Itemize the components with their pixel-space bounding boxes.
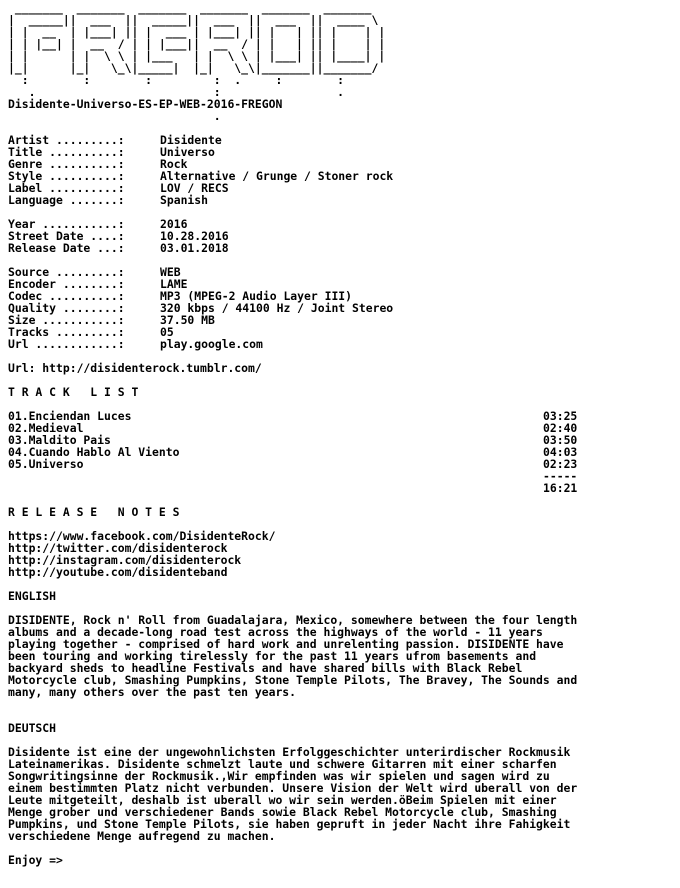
deutsch-line: Pumpkins, und Stone Temple Pilots, sie haben gepruft in jeder Nacht ihre Fahigkeit <box>8 817 571 831</box>
info-key: Street Date ....: <box>8 229 125 243</box>
info-group-dates <box>8 218 680 254</box>
deutsch-line: Menge grober und verschiedener Bands sowie Black Rebel Motorcycle club, Smashing <box>8 805 557 819</box>
release-name: Disidente-Universo-ES-EP-WEB-2016-FREGON <box>8 97 283 111</box>
info-key: Size ...........: <box>8 313 125 327</box>
total-separator-row <box>8 470 680 482</box>
info-row <box>8 338 680 350</box>
enjoy-text: Enjoy => <box>8 853 63 867</box>
release-notes-heading: R E L E A S E N O T E S <box>8 505 180 519</box>
track-title: 02.Medieval <box>8 421 84 435</box>
track-time: 02:40 <box>543 421 578 435</box>
ascii-logo-line: | | | | \ \ | |___ | | \ \ | |___| || |____| | <box>8 49 386 63</box>
info-value: LOV / RECS <box>160 181 229 195</box>
total-separator: ----- <box>543 469 578 483</box>
track-title: 03.Maldito Pais <box>8 433 111 447</box>
info-key: Label ..........: <box>8 181 125 195</box>
info-group-artist <box>8 134 680 206</box>
social-links <box>8 530 680 578</box>
track-row <box>8 458 680 470</box>
english-heading: ENGLISH <box>8 589 57 603</box>
track-title: 01.Enciendan Luces <box>8 409 132 423</box>
ascii-logo-line: | | __ | |___| || | ___ | |___| || | | || | | | <box>8 25 386 39</box>
info-key: Url ............: <box>8 337 125 351</box>
track-row <box>8 410 680 422</box>
english-line: albums and a decade-long road test across the highways of the world - 11 years <box>8 625 543 639</box>
info-value: 37.50 MB <box>160 313 215 327</box>
track-list <box>8 410 680 470</box>
ascii-logo-line: |_| |_| \_\|_____| |_| \_\|_______||_______/ <box>8 61 379 75</box>
ascii-logo-line: : : : : . : : <box>8 73 345 87</box>
info-key: Quality ........: <box>8 301 125 315</box>
deutsch-line: einem bestimmten Platz nicht verbunden. Unsere Vision der Welt wird uberall von der <box>8 781 578 795</box>
deutsch-line: verschiedene Menge aufregend zu machen. <box>8 829 276 843</box>
info-value: 10.28.2016 <box>160 229 229 243</box>
english-line: Motorcycle club, Smashing Pumpkins, Stone Temple Pilots, The Bravey, The Sounds and <box>8 673 578 687</box>
track-row <box>8 446 680 458</box>
english-line: backyard sheds to headline Festivals and have shared bills with Black Rebel <box>8 661 523 675</box>
info-value: 05 <box>160 325 174 339</box>
social-link: http://youtube.com/disidenteband <box>8 565 228 579</box>
deutsch-line: Songwritingsinne der Rockmusik.,Wir empfinden was wir spielen und sagen wird zu <box>8 769 550 783</box>
social-link: http://twitter.com/disidenterock <box>8 541 228 555</box>
deutsch-line: Leute mitgeteilt, deshalb ist uberall wo wir sein werden.öBeim Spielen mit einer <box>8 793 557 807</box>
total-row <box>8 482 680 494</box>
info-value: Disidente <box>160 133 222 147</box>
info-value: Spanish <box>160 193 209 207</box>
ascii-logo-line: | | |__| | __ / | | |___|| __ / | | | || | | | <box>8 37 386 51</box>
english-line: been touring and working tirelessly for the past 11 years ufrom basements and <box>8 649 537 663</box>
tracklist-heading: T R A C K L I S T <box>8 385 139 399</box>
homepage-url: Url: http://disidenterock.tumblr.com/ <box>8 361 262 375</box>
deutsch-line: Disidente ist eine der ungewohnlichsten Erfolggeschichter unterirdischer Rockmusik <box>8 745 571 759</box>
info-value: LAME <box>160 277 188 291</box>
track-time: 04:03 <box>543 445 578 459</box>
track-time: 02:23 <box>543 457 578 471</box>
deutsch-text <box>8 746 680 842</box>
ascii-logo-line: | _____|| ___ || _____|| ___ || ___ || ____ \ <box>8 13 379 27</box>
info-value: Universo <box>160 145 215 159</box>
info-value: WEB <box>160 265 181 279</box>
ascii-logo-line: . : . <box>8 85 345 99</box>
track-time: 03:50 <box>543 433 578 447</box>
info-value: Rock <box>160 157 188 171</box>
info-key: Artist .........: <box>8 133 125 147</box>
info-value: 320 kbps / 44100 Hz / Joint Stereo <box>160 301 394 315</box>
info-row <box>8 194 680 206</box>
ascii-logo-line: _______ _______ _______ _______ _______ _______ <box>8 1 379 15</box>
info-row <box>8 242 680 254</box>
social-link: https://www.facebook.com/DisidenteRock/ <box>8 529 276 543</box>
info-value: play.google.com <box>160 337 263 351</box>
ascii-logo <box>8 2 680 98</box>
english-line: DISIDENTE, Rock n' Roll from Guadalajara, Mexico, somewhere between the four length <box>8 613 578 627</box>
deutsch-heading: DEUTSCH <box>8 721 57 735</box>
info-key: Title ..........: <box>8 145 125 159</box>
track-time: 03:25 <box>543 409 578 423</box>
info-value: 2016 <box>160 217 188 231</box>
english-line: many, many others over the past ten years. <box>8 685 297 699</box>
info-value: MP3 (MPEG-2 Audio Layer III) <box>160 289 353 303</box>
track-title: 04.Cuando Hablo Al Viento <box>8 445 180 459</box>
logo-dot: . <box>8 109 221 123</box>
info-key: Codec ..........: <box>8 289 125 303</box>
info-key: Year ...........: <box>8 217 125 231</box>
info-key: Tracks .........: <box>8 325 125 339</box>
track-title: 05.Universo <box>8 457 84 471</box>
info-key: Style ..........: <box>8 169 125 183</box>
english-text <box>8 614 680 698</box>
info-key: Release Date ...: <box>8 241 125 255</box>
info-key: Language .......: <box>8 193 125 207</box>
info-value: Alternative / Grunge / Stoner rock <box>160 169 394 183</box>
info-key: Genre ..........: <box>8 157 125 171</box>
info-key: Source .........: <box>8 265 125 279</box>
deutsch-line: Lateinamerikas. Disidente schmelzt laute und schwere Gitarren mit einer scharfen <box>8 757 557 771</box>
info-value: 03.01.2018 <box>160 241 229 255</box>
info-group-technical <box>8 266 680 350</box>
english-line: playing together - comprised of hard work and unrelenting passion. DISIDENTE have <box>8 637 564 651</box>
total-time: 16:21 <box>543 481 578 495</box>
info-key: Encoder ........: <box>8 277 125 291</box>
social-link: http://instagram.com/disidenterock <box>8 553 242 567</box>
